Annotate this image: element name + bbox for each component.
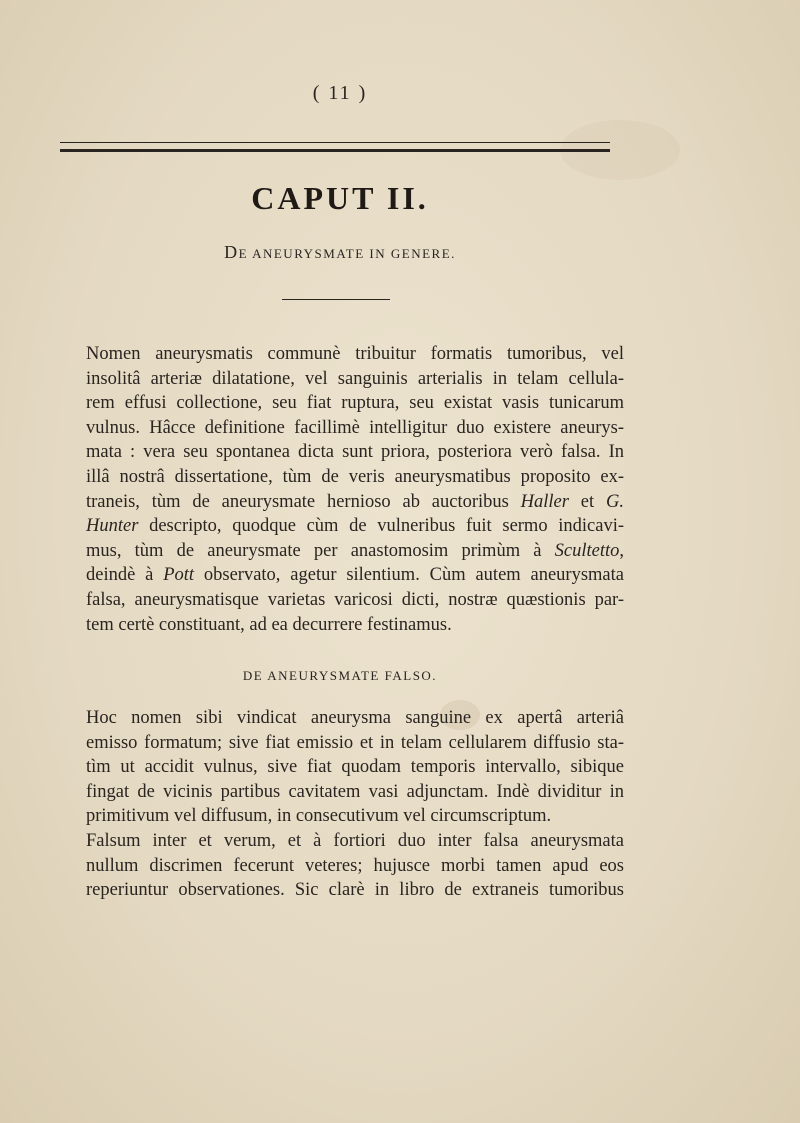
chapter-subtitle: [0, 242, 680, 263]
text-line: emisso formatum; sive fiat emissio et in telam cellularem diffusio sta-: [86, 732, 624, 753]
text-line: illâ nostrâ dissertatione, tùm de veris aneurysmatibus proposito ex-: [86, 466, 624, 487]
paragraph-falsum-history: [86, 829, 624, 903]
text-line: tem certè constituant, ad ea decurrere festinamus.: [86, 614, 452, 635]
text-line: nullum discrimen fecerunt veteres; hujusce morbi tamen apud eos: [86, 855, 624, 876]
text-line: falsa, aneurysmatisque varietas varicosi dicti, nostræ quæstionis par-: [86, 589, 624, 610]
header-double-rule: [60, 142, 610, 152]
text-line: mus, tùm de aneurysmate per anastomosim primùm à Scultetto,: [86, 540, 624, 561]
text-line: Falsum inter et verum, et à fortiori duo inter falsa aneurysmata: [86, 831, 624, 851]
text-line: deindè à Pott observato, agetur silentium. Cùm autem aneurysmata: [86, 565, 624, 586]
subtitle-initial: D: [224, 242, 239, 262]
text-line: mata : vera seu spontanea dicta sunt priora, posteriora verò falsa. In: [86, 442, 624, 463]
text-line: tìm ut accidit vulnus, sive fiat quodam temporis intervallo, sibique: [86, 757, 624, 778]
paragraph-falsum-definition: [86, 706, 624, 829]
chapter-title: CAPUT II.: [251, 180, 429, 216]
short-rule: [282, 299, 390, 300]
text-line: rem effusi collectione, seu fiat ruptura, seu existat vasis tunicarum: [86, 393, 624, 414]
text-line: insolitâ arteriæ dilatatione, vel sanguinis arterialis in telam cellula-: [86, 368, 624, 389]
text-line: fingat de vicinis partibus cavitatem vasi adjunctam. Indè dividitur in: [86, 781, 624, 802]
text-line: traneis, tùm de aneurysmate hernioso ab auctoribus Haller et G.: [86, 491, 624, 512]
section-heading: DE ANEURYSMATE FALSO.: [242, 668, 438, 683]
text-line: Hoc nomen sibi vindicat aneurysma sanguine ex apertâ arteriâ: [86, 708, 624, 728]
text-line: vulnus. Hâcce definitione facillimè intelligitur duo existere aneurys-: [86, 417, 624, 438]
subtitle-rest: E ANEURYSMATE IN GENERE.: [238, 246, 456, 261]
text-line: Hunter descripto, quodque cùm de vulneribus fuit sermo indicavi-: [86, 516, 624, 537]
text-line: Nomen aneurysmatis communè tribuitur formatis tumoribus, vel: [86, 344, 624, 364]
paragraph-intro: [86, 342, 624, 637]
text-line: reperiuntur observationes. Sic clarè in libro de extraneis tumoribus: [86, 880, 624, 901]
text-line: primitivum vel diffusum, in consecutivum vel circumscriptum.: [86, 806, 552, 827]
page-number: ( 11 ): [312, 82, 368, 104]
